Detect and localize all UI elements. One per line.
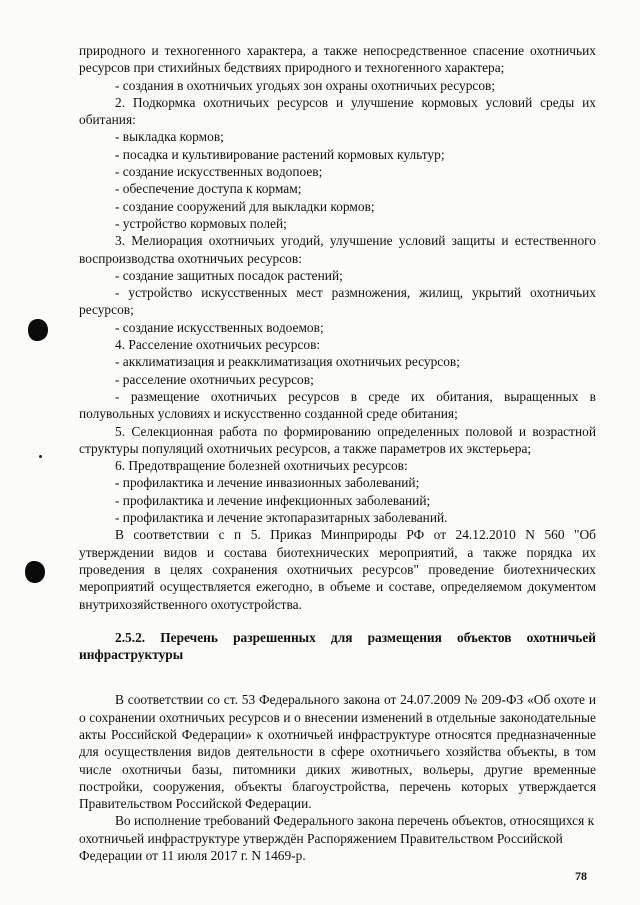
paragraph: - размещение охотничьих ресурсов в среде их обитания, выращенных в полувольных условиях и искусственно созданной среде обитания;	[79, 388, 596, 422]
paragraph: Во исполнение требований Федерального закона перечень объектов, относящихся к охотничьей инфраструктуре утверждён Распоряжением Правительством Российской Федерации от 11 июля 2017 г. N 1469-р.	[79, 813, 595, 864]
paragraph: 2. Подкормка охотничьих ресурсов и улучшение кормовых условий среды их обитания:	[79, 94, 596, 128]
paragraph: 5. Селекционная работа по формированию определенных половой и возрастной структуры популяций охотничьих ресурсов, а также параметров их экстерьера;	[79, 423, 596, 456]
paragraph: природного и техногенного характера, а также непосредственное спасение охотничьих ресурсов при стихийных бедствиях природного и техногенного характера;	[79, 43, 596, 76]
paragraph: - устройство кормовых полей;	[115, 215, 287, 231]
paragraph: - выкладка кормов;	[115, 129, 224, 145]
page-number: 78	[575, 869, 587, 883]
section-heading: 2.5.2. Перечень разрешенных для размещения объектов охотничьей инфраструктуры	[79, 629, 596, 663]
paragraph: - создание защитных посадок растений;	[115, 267, 343, 283]
paragraph: - создания в охотничьих угодьях зон охраны охотничьих ресурсов;	[115, 77, 496, 93]
paragraph: В соответствии со ст. 53 Федерального закона от 24.07.2009 № 209-ФЗ «Об охоте и о сохранении охотничьих ресурсов и о внесении изменений в отдельные законодательные акты Российской Федерации» к охотничьей инфраструктуре относятся предназначенные для осуществления видов деятельности в сфере охотничьего хозяйства объекты, в том числе охотничьи базы, питомники диких животных, вольеры, другие временные постройки, сооружения, объекты благоустройства, перечень которых утверждается Правительством Российской Федерации.	[79, 692, 596, 812]
paragraph: 4. Расселение охотничьих ресурсов:	[115, 337, 321, 353]
paragraph: - профилактика и лечение эктопаразитарных заболеваний.	[115, 510, 448, 526]
paragraph: - создание сооружений для выкладки кормов;	[115, 198, 375, 214]
punch-hole-mark-bottom	[24, 560, 46, 584]
scan-speck	[39, 455, 42, 458]
punch-hole-mark-top	[27, 318, 49, 342]
paragraph: - профилактика и лечение инфекционных заболеваний;	[115, 492, 431, 508]
paragraph: - посадка и культивирование растений кормовых культур;	[115, 146, 445, 162]
paragraph: - профилактика и лечение инвазионных заболеваний;	[115, 475, 420, 491]
paragraph: 3. Мелиорация охотничьих угодий, улучшение условий защиты и естественного воспроизводства охотничьих ресурсов:	[79, 233, 596, 266]
paragraph: - акклиматизация и реакклиматизация охотничьих ресурсов;	[115, 354, 460, 370]
paragraph: - создание искусственных водоемов;	[115, 319, 324, 335]
paragraph: 6. Предотвращение болезней охотничьих ресурсов:	[115, 458, 408, 474]
document-body	[79, 42, 596, 864]
paragraph: - создание искусственных водопоев;	[115, 164, 323, 180]
paragraph: В соответствии с п 5. Приказ Минприроды РФ от 24.12.2010 N 560 "Об утверждении видов и состава биотехнических мероприятий, а также порядка их проведения в целях сохранения охотничьих ресурсов" проведение биотехнических мероприятий осуществляется ежегодно, в объеме и составе, определяемом документом внутрихозяйственного охотустройства.	[79, 527, 596, 612]
paragraph: - устройство искусственных мест размножения, жилищ, укрытий охотничьих ресурсов;	[79, 285, 596, 318]
paragraph: - обеспечение доступа к кормам;	[115, 181, 302, 197]
paragraph: - расселение охотничьих ресурсов;	[115, 371, 314, 387]
